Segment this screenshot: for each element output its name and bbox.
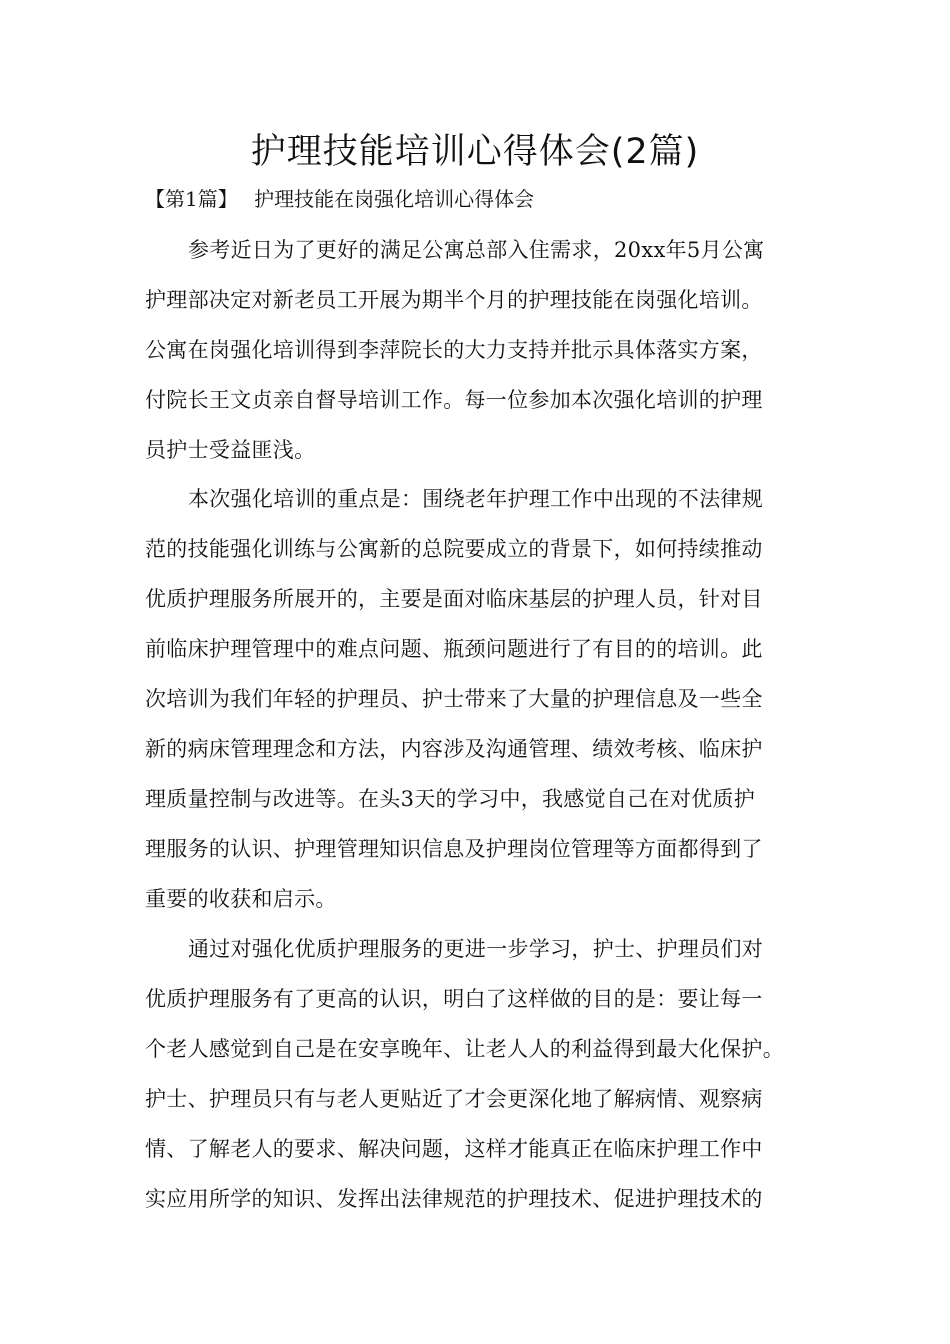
paragraph-line: 护士、护理员只有与老人更贴近了才会更深化地了解病情、观察病: [145, 1087, 763, 1111]
paragraph-line: 理质量控制与改进等。在头3天的学习中，我感觉自己在对优质护: [145, 787, 756, 811]
paragraph-line: 范的技能强化训练与公寓新的总院要成立的背景下，如何持续推动: [145, 537, 763, 561]
paragraph-line: 通过对强化优质护理服务的更进一步学习，护士、护理员们对: [188, 937, 764, 961]
paragraph-line: 重要的收获和启示。: [145, 887, 337, 911]
section-title: 护理技能在岗强化培训心得体会: [254, 187, 535, 211]
paragraph-line: 付院长王文贞亲自督导培训工作。每一位参加本次强化培训的护理: [145, 388, 763, 412]
paragraph-line: 公寓在岗强化培训得到李萍院长的大力支持并批示具体落实方案，: [145, 338, 763, 362]
section-heading: [145, 184, 534, 214]
paragraph-line: 本次强化培训的重点是：围绕老年护理工作中出现的不法律规: [188, 487, 764, 511]
paragraph-line: 次培训为我们年轻的护理员、护士带来了大量的护理信息及一些全: [145, 687, 763, 711]
paragraph-line: 个老人感觉到自己是在安享晚年、让老人人的利益得到最大化保护。: [145, 1037, 784, 1061]
paragraph-line: 优质护理服务所展开的，主要是面对临床基层的护理人员，针对目: [145, 587, 763, 611]
paragraph-line: 优质护理服务有了更高的认识，明白了这样做的目的是：要让每一: [145, 987, 763, 1011]
paragraph-line: 理服务的认识、护理管理知识信息及护理岗位管理等方面都得到了: [145, 837, 763, 861]
paragraph-line: 新的病床管理理念和方法，内容涉及沟通管理、绩效考核、临床护: [145, 737, 763, 761]
paragraph-line: 情、了解老人的要求、解决问题，这样才能真正在临床护理工作中: [145, 1137, 763, 1161]
section-label: 【第1篇】: [145, 187, 238, 211]
paragraph-line: 前临床护理管理中的难点问题、瓶颈问题进行了有目的的培训。此: [145, 637, 763, 661]
paragraph-line: 实应用所学的知识、发挥出法律规范的护理技术、促进护理技术的: [145, 1187, 763, 1211]
paragraph-line: 员护士受益匪浅。: [145, 438, 316, 462]
paragraph-line: 护理部决定对新老员工开展为期半个月的护理技能在岗强化培训。: [145, 288, 763, 312]
document-title: 护理技能培训心得体会(2篇): [250, 132, 700, 172]
paragraph-line: 参考近日为了更好的满足公寓总部入住需求，20xx年5月公寓: [188, 238, 765, 262]
